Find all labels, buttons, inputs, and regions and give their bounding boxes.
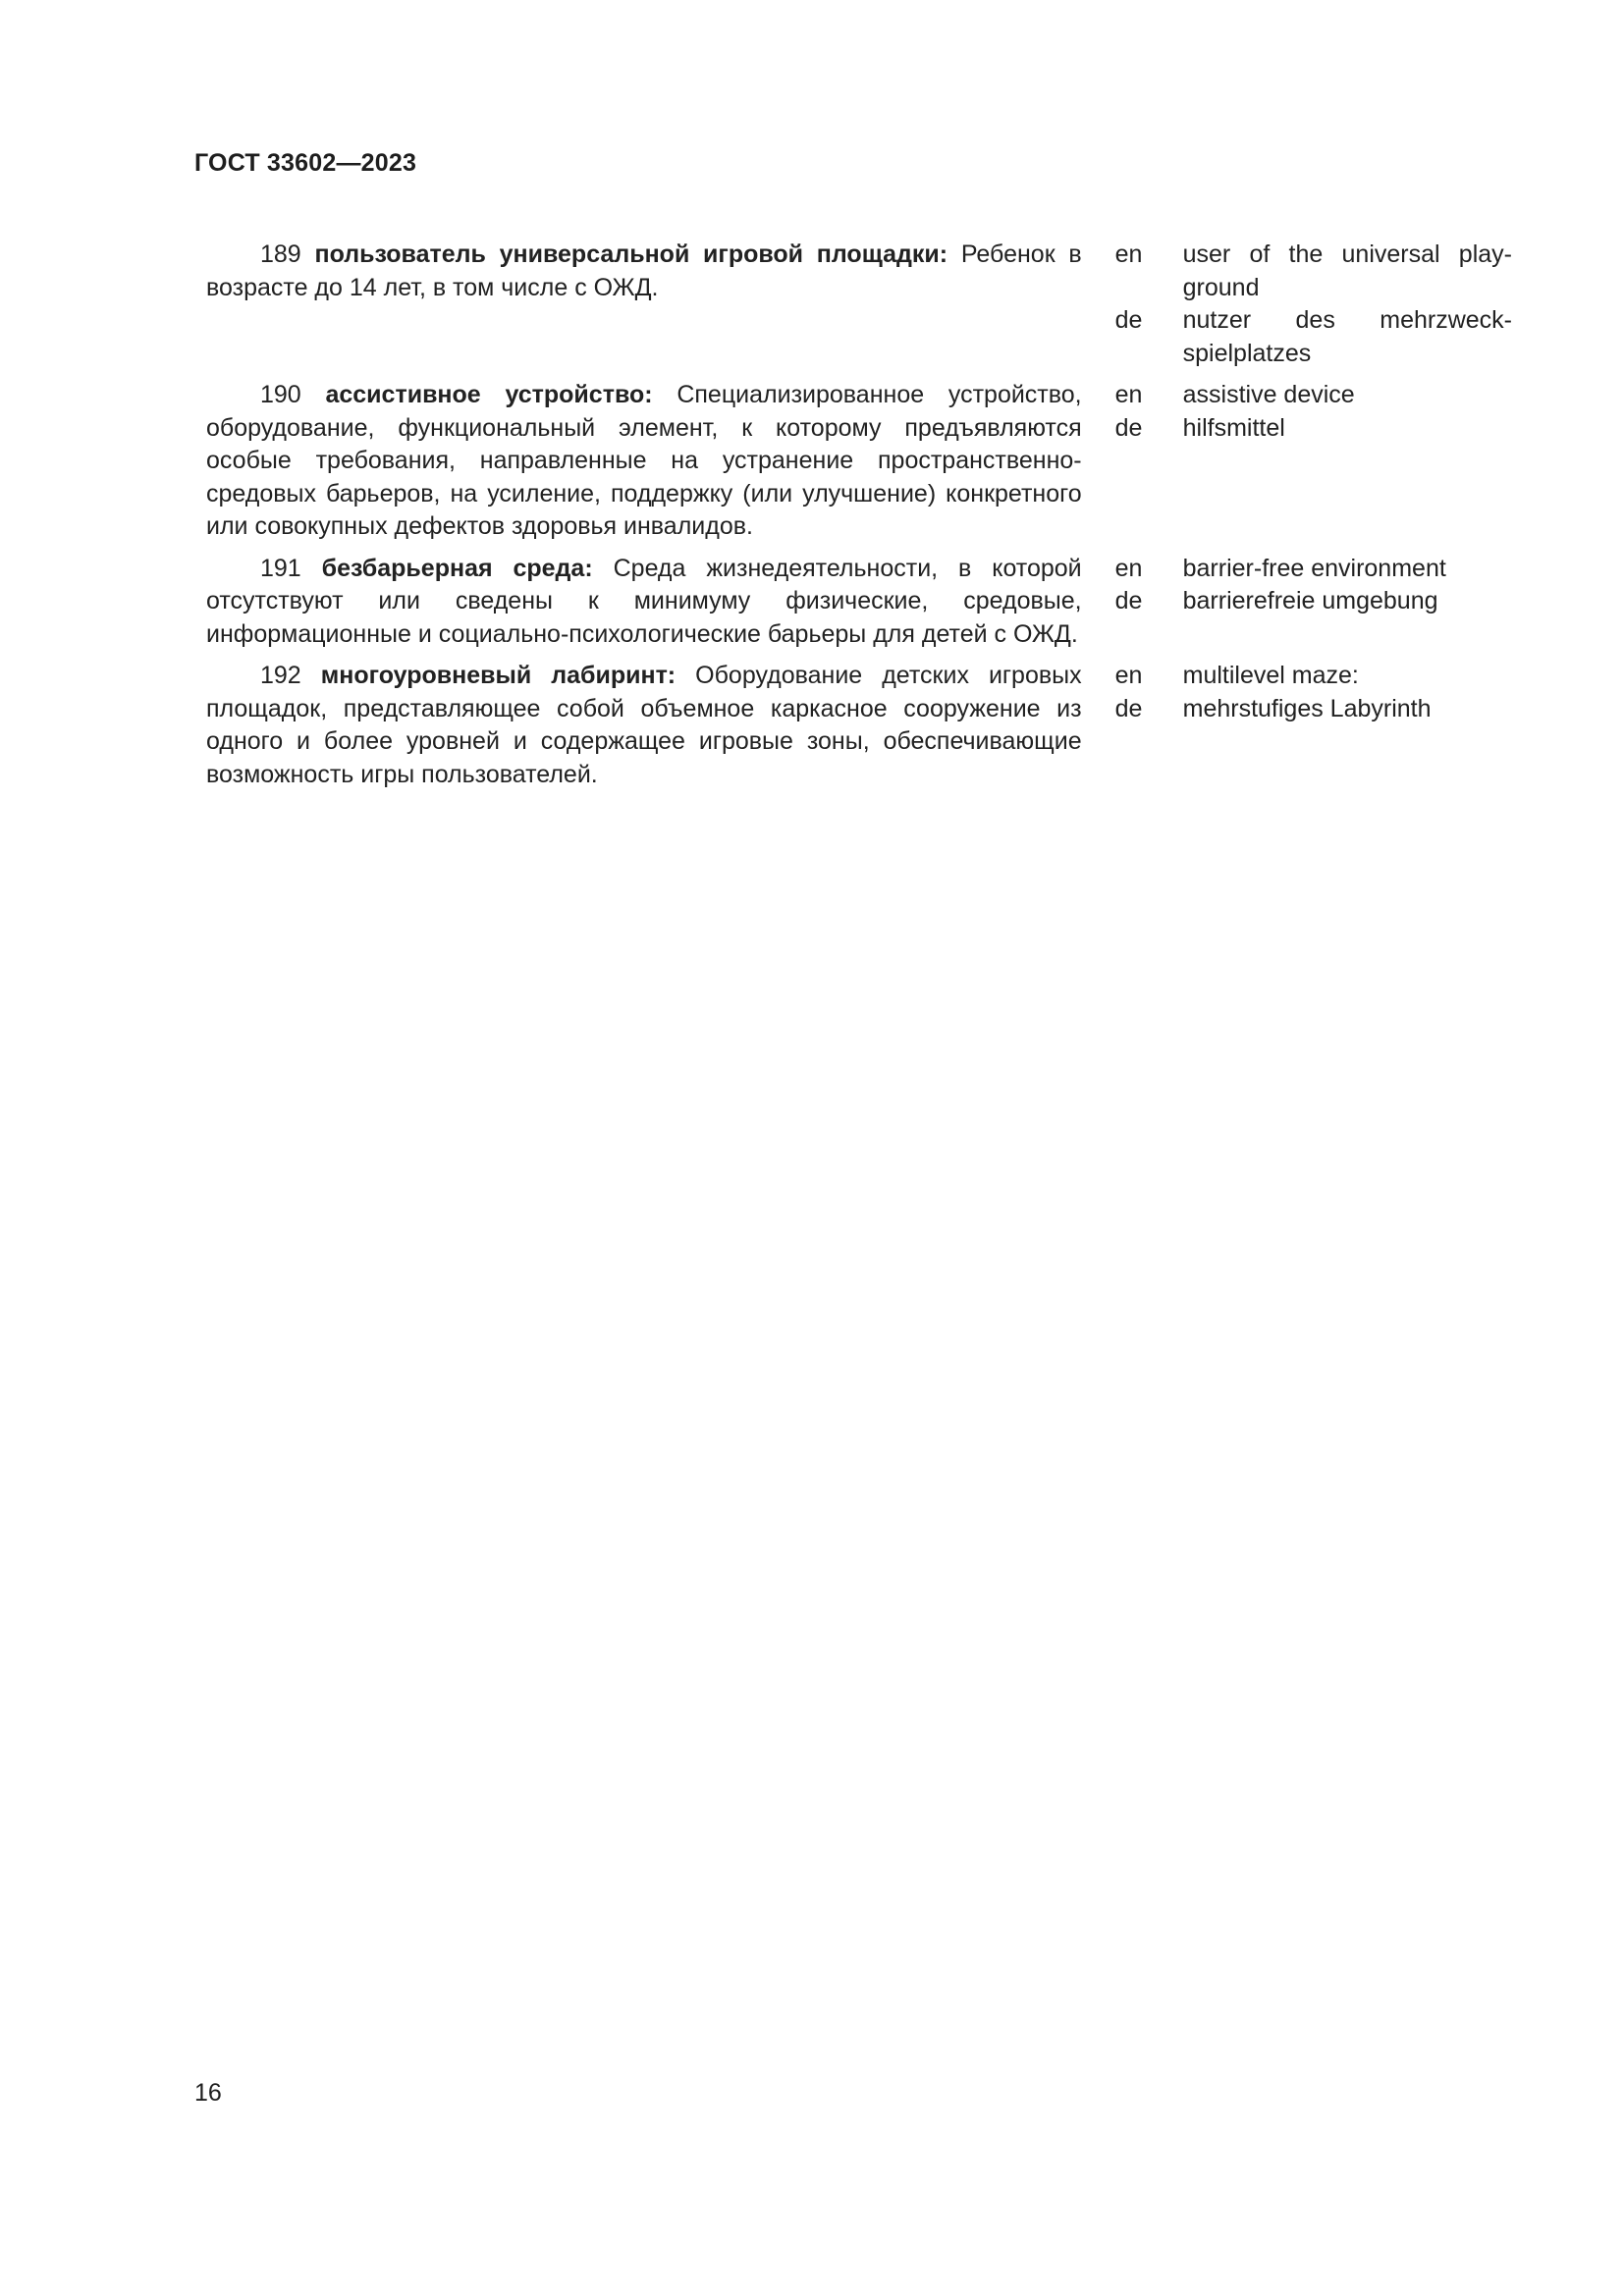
translation-line: multilevel maze: — [1182, 662, 1359, 689]
translation-line: spielplatzes — [1182, 339, 1312, 367]
term-number: 191 — [260, 554, 301, 582]
translation-de — [1115, 412, 1512, 446]
lang-code: en — [1114, 381, 1143, 408]
term-entry — [206, 660, 1512, 791]
translation-line: assistive device — [1182, 381, 1355, 408]
translation-line: nutzer des mehrzweck- — [1182, 306, 1512, 334]
translation-line: barrierefreie umgebung — [1182, 587, 1438, 614]
translation-line: user of the universal play- — [1182, 240, 1512, 268]
term-number: 192 — [260, 662, 301, 689]
terms-list — [206, 239, 1512, 800]
translation-en — [1115, 239, 1512, 304]
lang-code: de — [1114, 694, 1143, 722]
term-definition-block — [206, 239, 1082, 304]
term-name: безбарьерная среда: — [321, 554, 593, 582]
term-entry — [206, 553, 1512, 652]
translation-en — [1115, 379, 1512, 412]
lang-code: de — [1114, 306, 1143, 334]
term-definition-text: Среда жизнедеятельности, в которой отсутствуют или сведены к минимуму физические, средовые, информационные и социально-психологические барьеры для детей с ОЖД. — [206, 554, 1082, 648]
translation-de — [1115, 304, 1512, 370]
lang-code: de — [1114, 587, 1143, 614]
term-translations — [1115, 660, 1512, 725]
term-definition-text: Ребенок в возрасте до 14 лет, в том числе с ОЖД. — [206, 240, 1082, 301]
document-header: ГОСТ 33602—2023 — [194, 149, 417, 177]
term-definition-text: Оборудование детских игровых площадок, представляющее собой объемное каркасное сооружение из одного и более уровней и содержащее игровые зоны, обеспечивающие возможность игры пользователей. — [206, 662, 1082, 788]
translation-de — [1115, 585, 1512, 618]
lang-code: en — [1114, 240, 1143, 268]
lang-code: en — [1114, 554, 1143, 582]
translation-en — [1115, 553, 1512, 586]
translation-en — [1115, 660, 1512, 693]
term-name: пользователь универсальной игровой площадки: — [314, 240, 948, 268]
translation-line: ground — [1182, 273, 1260, 301]
term-number: 189 — [260, 240, 301, 268]
term-translations — [1115, 553, 1512, 618]
term-name: ассистивное устройство: — [325, 381, 653, 408]
lang-code: de — [1114, 413, 1143, 442]
translation-de — [1115, 693, 1512, 726]
term-definition-text: Специализированное устройство, оборудование, функциональный элемент, к которому предъявляются особые требования, направленные на устранение пространственно-средовых барьеров, на усиление, поддержку (или улучшение) конкретного или совокупных дефектов здоровья инвалидов. — [206, 381, 1082, 540]
translation-text — [1183, 304, 1512, 370]
term-entry — [206, 379, 1512, 544]
page-number: 16 — [194, 2079, 222, 2107]
lang-code: en — [1114, 662, 1143, 689]
translation-text — [1183, 239, 1512, 304]
term-definition-block — [206, 553, 1082, 652]
term-number: 190 — [260, 381, 301, 408]
term-definition-block — [206, 379, 1082, 544]
translation-line: hilfsmittel — [1182, 413, 1285, 442]
term-entry — [206, 239, 1512, 370]
translation-line: mehrstufiges Labyrinth — [1182, 694, 1432, 722]
term-definition-block — [206, 660, 1082, 791]
term-name: многоуровневый лабиринт: — [320, 662, 677, 689]
term-translations — [1115, 239, 1512, 370]
translation-line: barrier-free environment — [1182, 554, 1446, 582]
term-translations — [1115, 379, 1512, 445]
